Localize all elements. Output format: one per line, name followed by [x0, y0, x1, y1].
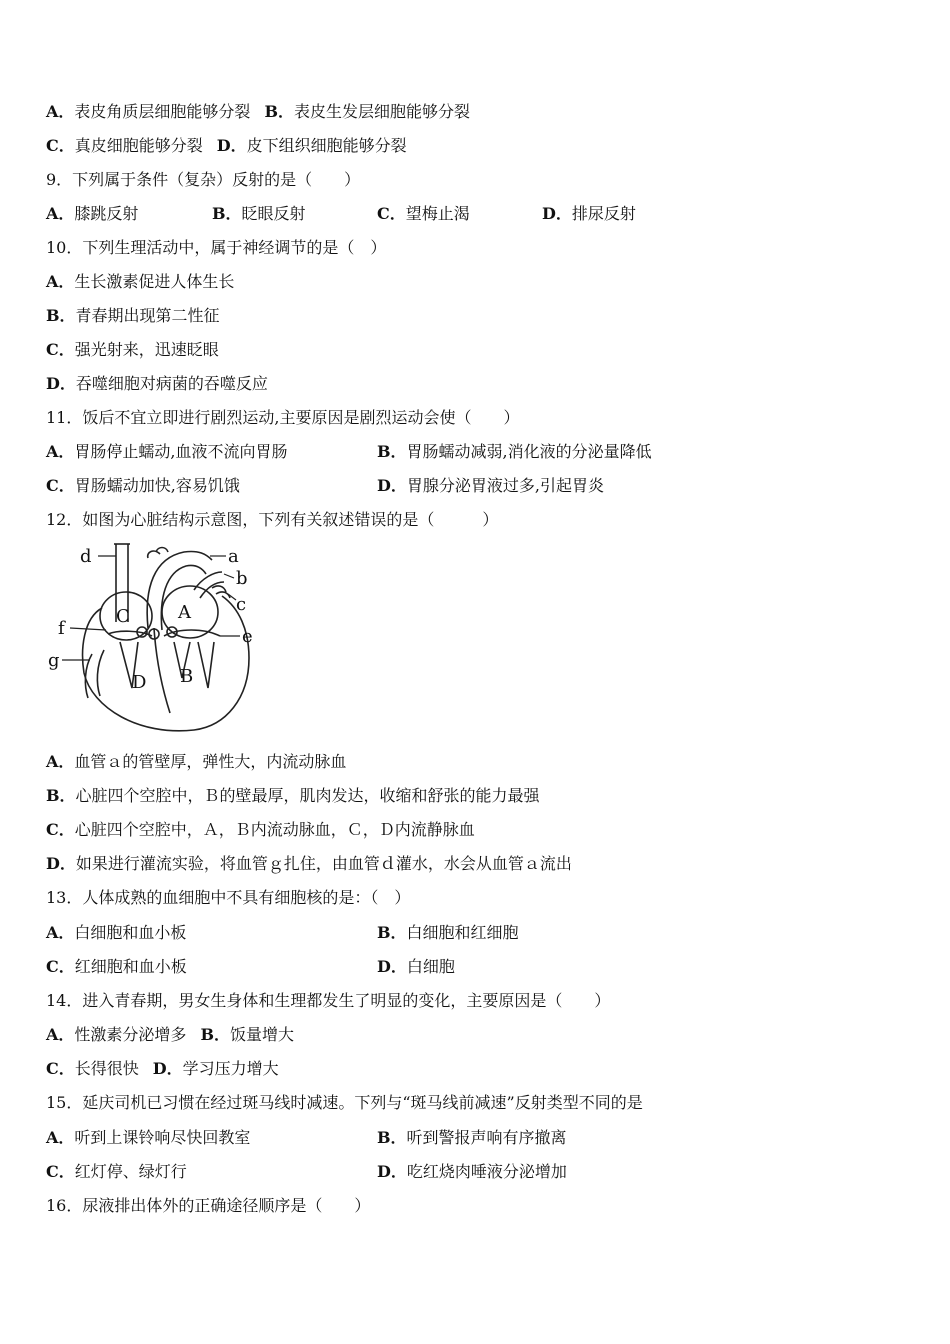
label-chamber-c: C: [116, 606, 130, 627]
q15-option-a: A．听到上课铃响尽快回教室: [46, 1128, 251, 1147]
q12-option-b: B．心脏四个空腔中，Ｂ的壁最厚，肌肉发达，收缩和舒张的能力最强: [46, 786, 540, 805]
q12-option-a: A．血管ａ的管壁厚，弹性大，内流动脉血: [46, 752, 347, 771]
vessel-g: [85, 650, 104, 698]
q11-option-a: A．胃肠停止蠕动,血液不流向胃肠: [46, 442, 288, 461]
q15-stem: 15．延庆司机已习惯在经过斑马线时减速。下列与“斑马线前减速”反射类型不同的是: [46, 1093, 643, 1112]
q10-option-d: D．吞噬细胞对病菌的吞噬反应: [46, 374, 268, 393]
q14-stem: 14．进入青春期，男女生身体和生理都发生了明显的变化，主要原因是（ ）: [46, 991, 611, 1010]
vessel-c: [212, 586, 226, 592]
option-text: 表皮生发层细胞能够分裂: [293, 102, 470, 121]
label-d: d: [80, 546, 92, 567]
q10-option-a: A．生长激素促进人体生长: [46, 272, 235, 291]
q16-stem: 16．尿液排出体外的正确途径顺序是（ ）: [46, 1196, 371, 1215]
q12-option-c: C．心脏四个空腔中，Ａ，Ｂ内流动脉血，Ｃ，Ｄ内流静脉血: [46, 820, 475, 839]
q11-option-d: D．胃腺分泌胃液过多,引起胃炎: [377, 476, 604, 495]
heart-outline: [83, 596, 249, 731]
q15-option-d: D．吃红烧肉唾液分泌增加: [377, 1162, 567, 1181]
q10-option-c: C．强光射来，迅速眨眼: [46, 340, 219, 359]
label-e: e: [242, 626, 253, 647]
q11-stem: 11．饭后不宜立即进行剧烈运动,主要原因是剧烈运动会使（ ）: [46, 408, 520, 427]
q13-stem: 13．人体成熟的血细胞中不具有细胞核的是：（ ）: [46, 888, 411, 907]
q12-stem: 12．如图为心脏结构示意图，下列有关叙述错误的是（ ）: [46, 510, 499, 529]
q9-option-a: A．膝跳反射: [46, 204, 139, 223]
label-chamber-a: A: [178, 602, 191, 623]
septum: [154, 628, 170, 713]
q8-options-row-2: [46, 136, 407, 156]
label-chamber-b: B: [180, 666, 194, 687]
option-label: D．: [216, 136, 247, 155]
q15-option-c: C．红灯停、绿灯行: [46, 1162, 187, 1181]
q13-option-c: C．红细胞和血小板: [46, 957, 187, 976]
heart-structure-diagram: [44, 538, 259, 738]
q8-options-row-1: [46, 102, 470, 122]
option-label: C．: [46, 136, 75, 155]
q12-option-d: D．如果进行灌流实验，将血管ｇ扎住，由血管ｄ灌水，水会从血管ａ流出: [46, 854, 572, 873]
label-g: g: [48, 650, 60, 671]
label-f: f: [58, 618, 65, 639]
option-label: A．: [46, 102, 75, 121]
q13-option-d: D．白细胞: [377, 957, 455, 976]
label-b: b: [236, 568, 248, 589]
q9-option-d: D．排尿反射: [542, 204, 636, 223]
label-a: a: [228, 546, 239, 567]
q14-options-row-1: A．性激素分泌增多 B．饭量增大: [46, 1025, 294, 1044]
q10-option-b: B．青春期出现第二性征: [46, 306, 220, 325]
q9-option-b: B．眨眼反射: [212, 204, 306, 223]
q15-option-b: B．听到警报声响有序撤离: [377, 1128, 567, 1147]
q13-option-a: A．白细胞和血小板: [46, 923, 187, 942]
q13-option-b: B．白细胞和红细胞: [377, 923, 519, 942]
q9-stem: 9．下列属于条件（复杂）反射的是（ ）: [46, 170, 361, 189]
option-text: 皮下组织细胞能够分裂: [246, 136, 407, 155]
q9-option-c: C．望梅止渴: [377, 204, 470, 223]
option-label: B．: [264, 102, 294, 121]
option-text: 真皮细胞能够分裂: [74, 136, 203, 155]
option-text: 表皮角质层细胞能够分裂: [74, 102, 251, 121]
q14-options-row-2: C．长得很快 D．学习压力增大: [46, 1059, 279, 1078]
q11-option-b: B．胃肠蠕动减弱,消化液的分泌量降低: [377, 442, 652, 461]
label-chamber-d: D: [132, 672, 147, 693]
label-c: c: [236, 594, 247, 615]
q10-stem: 10．下列生理活动中，属于神经调节的是（ ）: [46, 238, 387, 257]
q11-option-c: C．胃肠蠕动加快,容易饥饿: [46, 476, 240, 495]
valve-e: [164, 630, 220, 636]
